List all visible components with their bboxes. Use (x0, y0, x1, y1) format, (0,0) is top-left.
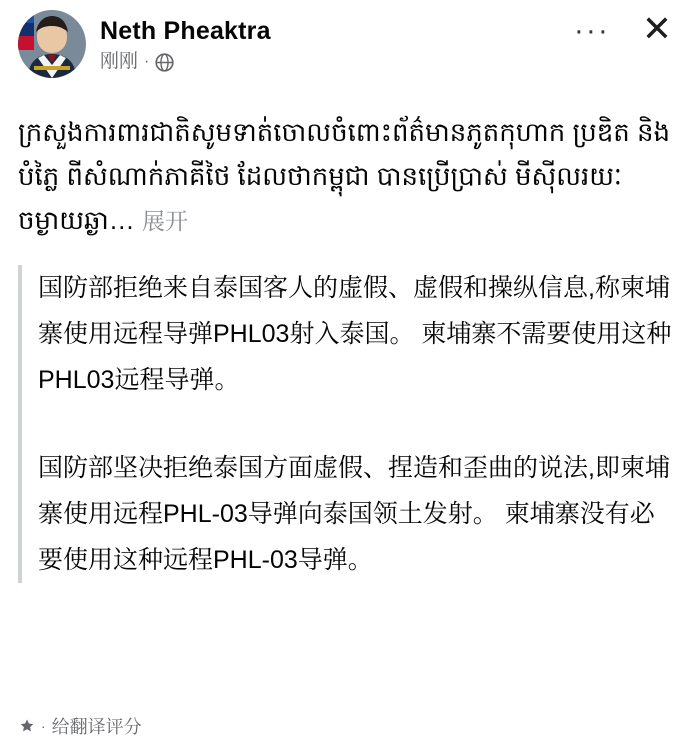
expand-button[interactable]: 展开 (142, 208, 189, 234)
post-header (0, 0, 690, 96)
globe-icon[interactable] (155, 53, 174, 72)
close-icon[interactable]: ✕ (641, 8, 672, 49)
avatar[interactable] (18, 10, 86, 78)
translation-paragraph: 国防部坚决拒绝泰国方面虚假、捏造和歪曲的说法,即柬埔寨使用远程PHL-03导弹向泰国领土发射。 柬埔寨没有必要使用这种远程PHL-03导弹。 (38, 454, 670, 574)
translation-paragraph: 国防部拒绝来自泰国客人的虚假、虚假和操纵信息,称柬埔寨使用远程导弹PHL03射入泰国。 柬埔寨不需要使用这种PHL03远程导弹。 (38, 274, 672, 394)
star-icon[interactable] (18, 717, 36, 735)
post-meta (100, 51, 572, 73)
rate-translation-link[interactable]: 给翻译评分 (51, 717, 142, 737)
meta-separator: · (144, 53, 150, 70)
translation-footer (0, 713, 690, 749)
author-block (100, 10, 572, 73)
more-options-icon[interactable]: ··· (573, 14, 610, 47)
khmer-body: ក្រសួងការពារជាតិសូមទាត់ចោលចំពោះព័ត៌មានភូតកុហាក ប្រឌិត និងបំភ្លៃ ពីសំណាក់ភាគីថៃ ដែលថាកម្ពុជា បានប្រើប្រាស់ មីស៊ីលរយៈចម្ងាយឆ្ងា (18, 117, 671, 235)
khmer-ellipsis: … (108, 205, 135, 235)
header-actions (572, 8, 676, 49)
author-name[interactable]: Neth Pheaktra (100, 17, 271, 45)
post-khmer-text (0, 96, 690, 243)
footer-separator: · (41, 718, 46, 734)
post-timestamp[interactable]: 刚刚 (100, 51, 139, 72)
translation-block (18, 265, 672, 583)
